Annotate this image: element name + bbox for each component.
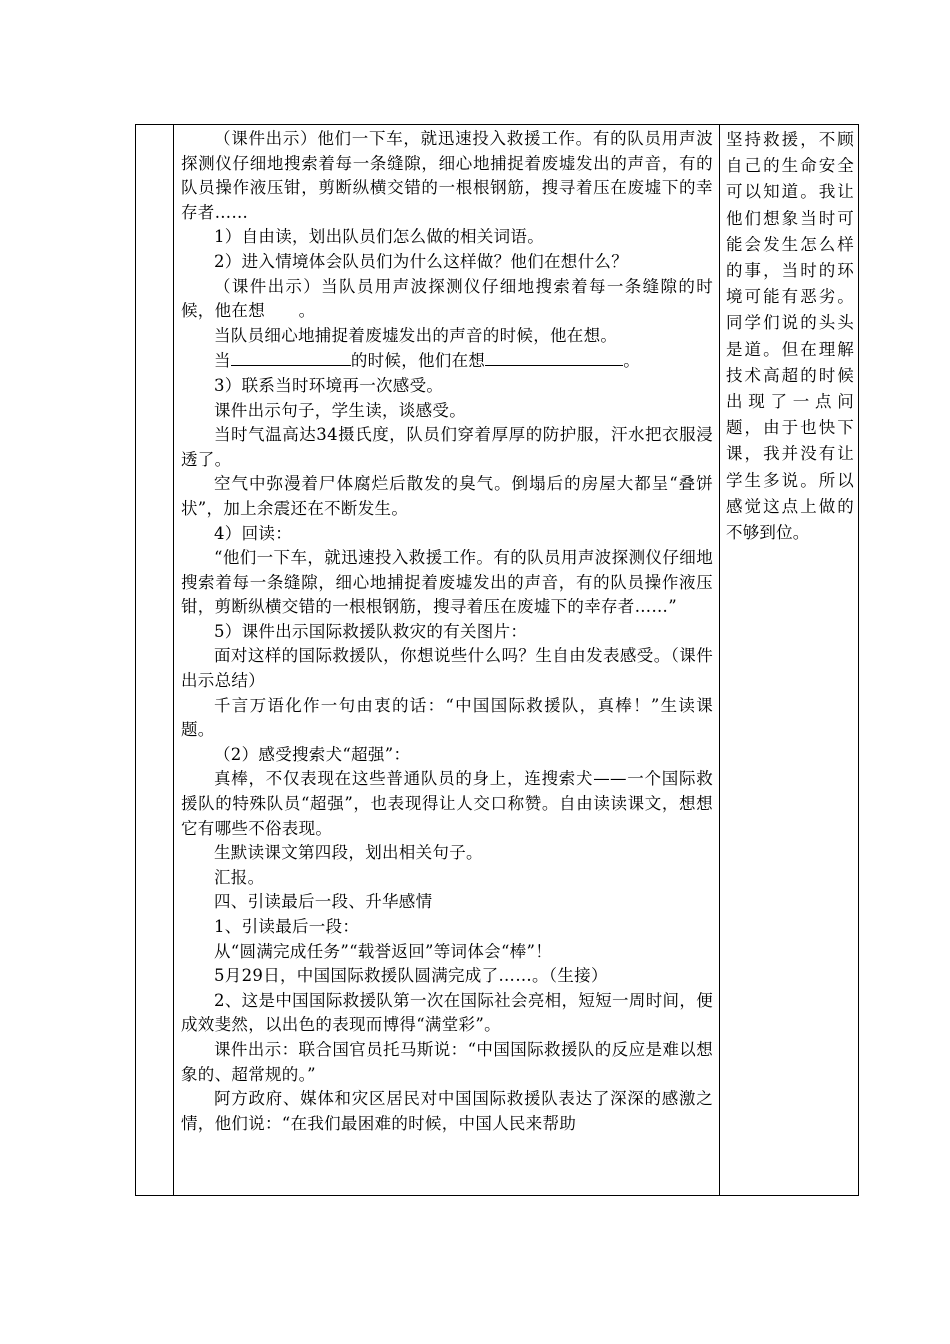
fill-in-sentence [181, 348, 713, 374]
fill-suffix: 。 [623, 351, 641, 371]
paragraph: 空气中弥漫着尸体腐烂后散发的臭气。倒塌后的房屋大都呈“叠饼状”，加上余震还在不断发生。 [181, 474, 713, 518]
paragraph: （课件出示）他们一下车，就迅速投入救援工作。有的队员用声波探测仪仔细地搜索着每一条缝隙，细心地捕捉着废墟发出的声音，有的队员操作液压钳，剪断纵横交错的一根根钢筋，搜寻着压在废墟下的幸存者…… [181, 129, 713, 222]
reflection-note: 坚持救援，不顾自己的生命安全可以知道。我让他们想象当时可能会发生怎么样的事，当时的环境可能有恶劣。同学们说的头头是道。但在理解技术高超的时候出现了一点问题，由于也快下课，我并没有让学生多说。所以感觉这点上做的不够到位。 [726, 130, 854, 543]
paragraph: 生默读课文第四段，划出相关句子。 [214, 843, 483, 863]
paragraph: 2、这是中国国际救援队第一次在国际社会亮相，短短一周时间，便成效斐然，以出色的表现而博得“满堂彩”。 [181, 990, 713, 1035]
paragraph: 阿方政府、媒体和灾区居民对中国国际救援队表达了深深的感激之情，他们说：“在我们最困难的时候，中国人民来帮助 [181, 1089, 713, 1133]
paragraph: 千言万语化作一句由衷的话：“中国国际救援队，真棒！”生读课题。 [181, 695, 713, 740]
paragraph: 1）自由读，划出队员们怎么做的相关词语。 [214, 227, 544, 247]
paragraph: （课件出示）当队员用声波探测仪仔细地搜索着每一条缝隙的时候，他在想 。 [181, 276, 713, 321]
paragraph: 3）联系当时环境再一次感受。 [214, 375, 444, 395]
paragraph: 5月29日，中国国际救援队圆满完成了……。（生接） [214, 966, 608, 986]
column-divider-left [173, 125, 174, 1195]
paragraph: 5）课件出示国际救援队救灾的有关图片： [214, 621, 528, 641]
paragraph: “他们一下车，就迅速投入救援工作。有的队员用声波探测仪仔细地搜索着每一条缝隙，细心地捕捉着废墟发出的声音，有的队员操作液压钳，剪断纵横交错的一根根钢筋，搜寻着压在废墟下的幸存者……” [181, 548, 713, 617]
fill-blank [231, 348, 351, 366]
paragraph: 1、引读最后一段： [214, 917, 360, 936]
paragraph: 课件出示句子，学生读，谈感受。 [214, 400, 466, 420]
paragraph: 汇报。 [214, 867, 265, 887]
paragraph: 面对这样的国际救援队，你想说些什么吗？生自由发表感受。（课件出示总结） [181, 646, 713, 691]
paragraph: 当队员细心地捕捉着废墟发出的声音的时候，他在想。 [214, 325, 618, 345]
lesson-content [181, 127, 713, 1136]
paragraph: 4）回读： [214, 523, 292, 543]
paragraph: （2）感受搜索犬“超强”： [214, 744, 411, 764]
lesson-table [135, 124, 859, 1196]
fill-middle: 的时候，他们在想 [350, 351, 486, 371]
paragraph: 2）进入情境体会队员们为什么这样做？他们在想什么？ [214, 251, 628, 271]
fill-blank [485, 348, 623, 366]
paragraph: 真棒，不仅表现在这些普通队员的身上，连搜索犬——一个国际救援队的特殊队员“超强”，也表现得让人交口称赞。自由读读课文，想想它有哪些不俗表现。 [181, 769, 713, 838]
column-divider-right [719, 125, 720, 1195]
fill-prefix: 当 [214, 351, 231, 371]
paragraph: 从“圆满完成任务”“载誉返回”等词体会“棒”！ [214, 941, 553, 961]
paragraph: 当时气温高达34摄氏度，队员们穿着厚厚的防护服，汗水把衣服浸透了。 [181, 425, 713, 469]
paragraph: 课件出示：联合国官员托马斯说：“中国国际救援队的反应是难以想象的、超常规的。” [181, 1039, 713, 1084]
section-heading: 四、引读最后一段、升华感情 [214, 892, 433, 912]
